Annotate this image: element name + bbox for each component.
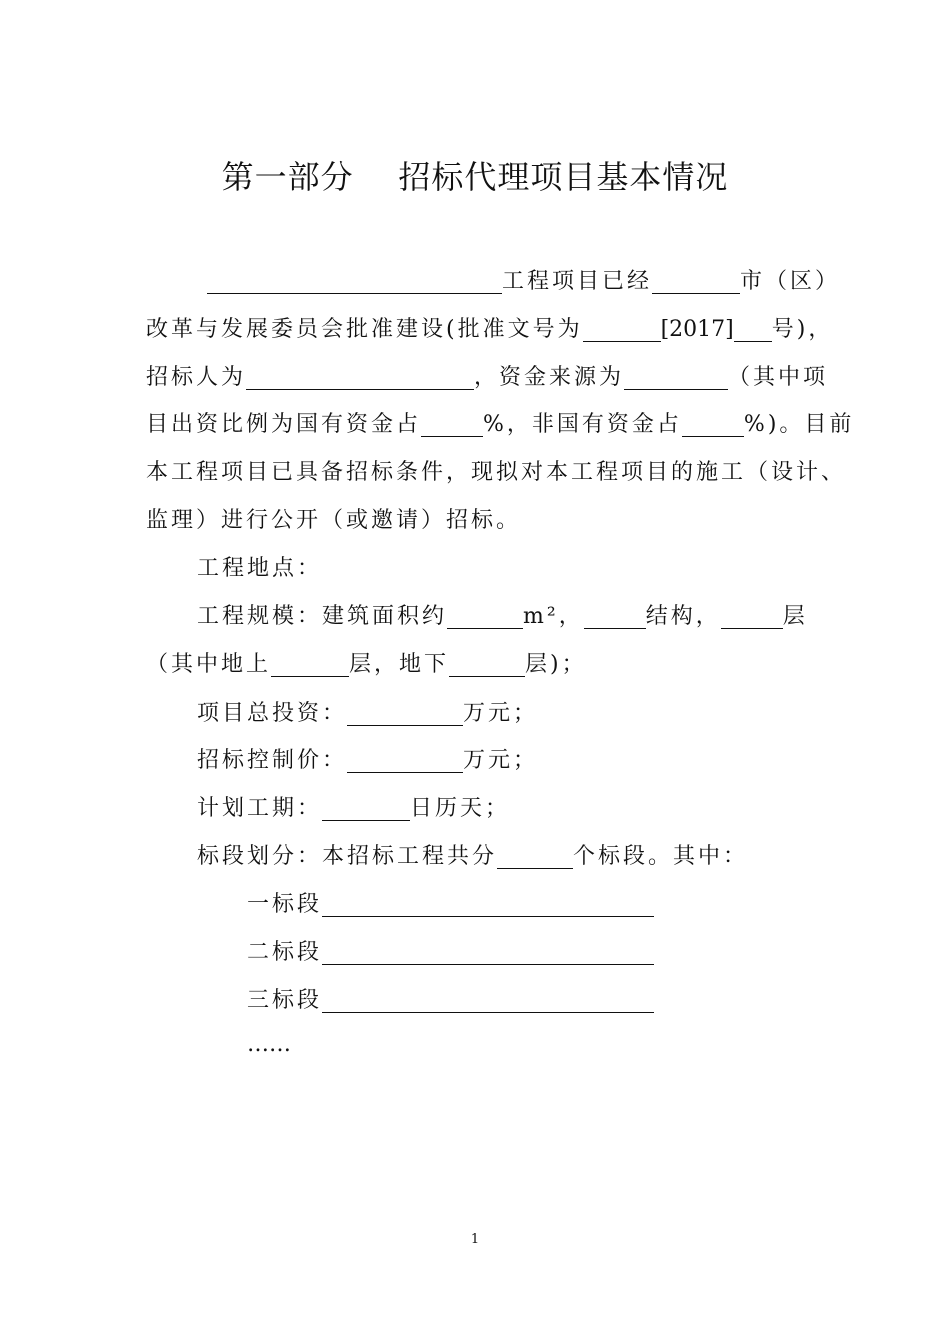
control-price-blank[interactable] (347, 746, 463, 773)
city-blank[interactable] (652, 267, 740, 294)
duration-line: 计划工期： 日历天； (197, 796, 511, 821)
page-title: 第一部分 招标代理项目基本情况 (221, 158, 729, 196)
underground-floors-blank[interactable] (449, 650, 525, 677)
location-label: 工程地点： (197, 556, 323, 581)
floor-area-blank[interactable] (447, 602, 523, 629)
above-ground-floors-blank[interactable] (271, 650, 349, 677)
section-item: 三标段 (247, 984, 654, 1018)
floors-blank[interactable] (721, 602, 783, 629)
approval-number-prefix-blank[interactable] (583, 315, 661, 342)
paragraph-line-3: 招标人为 ，资金来源为 （其中项 (146, 365, 829, 390)
investment-line: 项目总投资： 万元； (197, 701, 539, 726)
control-price-line: 招标控制价： 万元； (197, 748, 539, 773)
tenderer-blank[interactable] (246, 363, 474, 390)
paragraph-line-6: 监理）进行公开（或邀请）招标。 (146, 508, 522, 533)
state-fund-ratio-blank[interactable] (421, 410, 483, 437)
duration-blank[interactable] (322, 794, 410, 821)
approval-number-blank[interactable] (734, 315, 772, 342)
page-number: 1 (470, 1232, 480, 1247)
structure-blank[interactable] (584, 602, 646, 629)
investment-blank[interactable] (347, 699, 463, 726)
paragraph-line-4: 目出资比例为国有资金占 %，非国有资金占 %)。目前 (146, 412, 855, 437)
nonstate-fund-ratio-blank[interactable] (682, 410, 744, 437)
paragraph-line-5: 本工程项目已具备招标条件，现拟对本工程项目的施工（设计、 (146, 460, 847, 485)
paragraph-line-1: 工程项目已经 市（区） (207, 265, 840, 299)
section-item: 一标段 (247, 888, 654, 922)
sections-line: 标段划分：本招标工程共分 个标段。其中： (197, 844, 749, 869)
fund-source-blank[interactable] (624, 363, 728, 390)
section-1-blank[interactable] (322, 890, 654, 917)
section-2-blank[interactable] (322, 938, 654, 965)
section-3-blank[interactable] (322, 986, 654, 1013)
scale-line-1: 工程规模：建筑面积约 m²， 结构， 层 (197, 604, 808, 629)
ellipsis: …… (247, 1032, 291, 1057)
paragraph-line-2: 改革与发展委员会批准建设(批准文号为 [2017] 号)， (146, 317, 834, 342)
section-count-blank[interactable] (497, 842, 573, 869)
project-name-blank[interactable] (207, 267, 502, 294)
scale-line-2: （其中地上 层，地下 层)； (146, 652, 587, 677)
section-item: 二标段 (247, 936, 654, 970)
